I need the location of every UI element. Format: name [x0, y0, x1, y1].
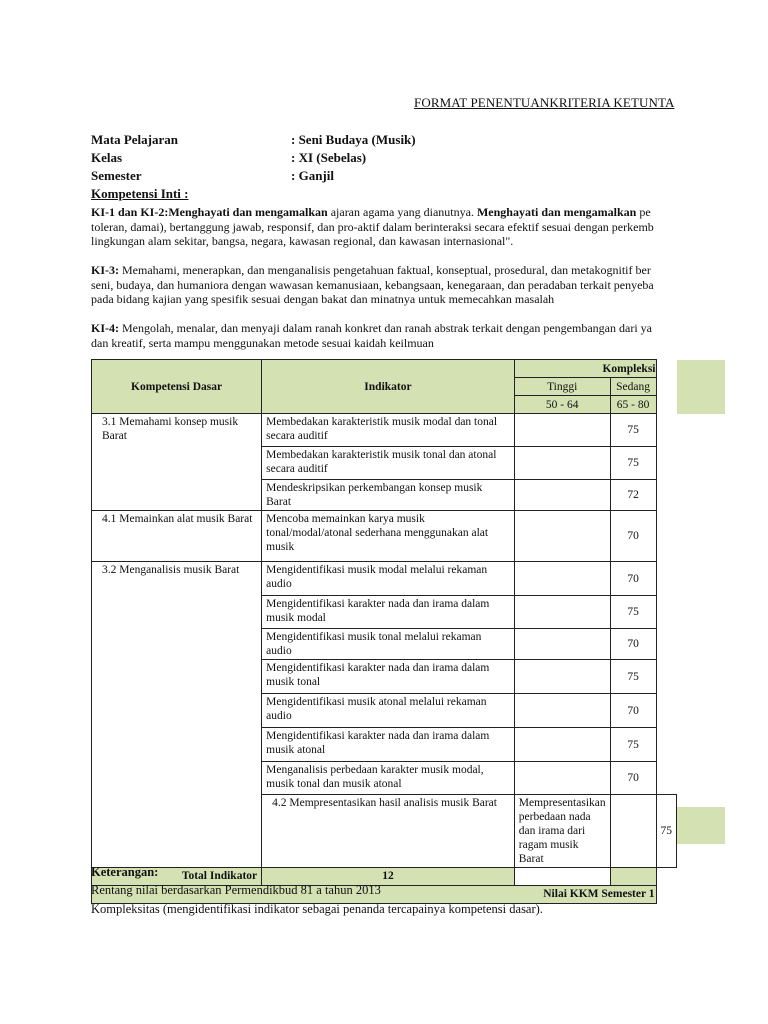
tinggi-cell — [514, 414, 610, 447]
notes-line-2: Kompleksitas (mengidentifikasi indikator sebagai penanda tercapainya kompetensi dasar). — [91, 902, 543, 916]
ki-text: pe — [636, 205, 651, 219]
tinggi-cell — [514, 596, 610, 629]
total-empty-cell — [610, 868, 656, 886]
ki-line — [91, 263, 677, 278]
table-row — [92, 562, 677, 596]
tinggi-cell — [514, 762, 610, 795]
meta-label: Mata Pelajaran — [91, 132, 179, 147]
table-row — [92, 414, 677, 447]
indikator-cell: Mencoba memainkan karya musik tonal/modal/atonal sederhana menggunakan alat musik — [262, 511, 515, 562]
value-cell: 70 — [610, 562, 656, 596]
ki-heading: Kompetensi Inti : — [91, 186, 189, 201]
total-indikator-value: 12 — [262, 868, 515, 886]
ki-lead: KI-3: — [91, 263, 119, 277]
value-cell: 70 — [610, 511, 656, 562]
value-cell: 72 — [610, 480, 656, 511]
value-cell: 75 — [610, 728, 656, 762]
header-tinggi: Tinggi — [514, 378, 610, 396]
ki-line: dan kreatif, serta mampu menggunakan metode sesuai kaidah keilmuan — [91, 335, 434, 350]
kkm-label: Nilai KKM Semester 1 — [92, 886, 657, 904]
indikator-cell: Mengidentifikasi karakter nada dan irama dalam musik modal — [262, 596, 515, 629]
ki-text: Memahami, menerapkan, dan menganalisis pengetahuan faktual, konseptual, prosedural, dan metakognitif ber — [119, 263, 651, 277]
total-indikator-label: Total Indikator — [92, 868, 262, 886]
document-title: FORMAT PENENTUANKRITERIA KETUNTA — [414, 95, 675, 110]
ki-text: ajaran agama yang dianutnya. — [327, 205, 477, 219]
kd-cell: 4.1 Memainkan alat musik Barat — [92, 511, 262, 562]
document-page — [91, 0, 677, 1024]
header-extension — [677, 360, 725, 414]
kd-cell: 3.2 Menganalisis musik Barat — [92, 562, 262, 868]
value-cell: 75 — [610, 447, 656, 480]
indikator-cell: Menganalisis perbedaan karakter musik modal, musik tonal dan musik atonal — [262, 762, 515, 795]
total-empty-cell — [514, 868, 610, 886]
header-kompleksitas: Kompleksi — [514, 360, 656, 378]
total-extension — [677, 807, 725, 844]
tinggi-cell — [514, 660, 610, 694]
tinggi-cell — [514, 480, 610, 511]
indikator-cell: Mendeskripsikan perkembangan konsep musik Barat — [262, 480, 515, 511]
ki-line — [91, 321, 677, 336]
tinggi-cell — [514, 511, 610, 562]
header-indikator: Indikator — [262, 360, 515, 414]
ki-line: pada bidang kajian yang spesifik sesuai dengan bakat dan minatnya untuk memecahkan masalah — [91, 292, 555, 306]
meta-value: : Seni Budaya (Musik) — [291, 132, 416, 147]
tinggi-cell — [514, 629, 610, 660]
ki-3 — [91, 263, 677, 307]
kkm-table — [91, 359, 677, 904]
header-sedang: Sedang — [610, 378, 656, 396]
tinggi-cell — [514, 728, 610, 762]
meta-label: Kelas — [91, 150, 123, 165]
ki-line: lingkungan alam sekitar, bangsa, negara, kawasan regional, dan kawasan internasional". — [91, 234, 514, 248]
value-cell: 75 — [610, 596, 656, 629]
ki-lead: KI-4: — [91, 321, 119, 335]
indikator-cell: Mengidentifikasi musik tonal melalui rekaman audio — [262, 629, 515, 660]
ki-line: toleran, damai), bertanggung jawab, responsif, dan pro-aktif dalam berinteraksi secara efektif sesuai dengan perkemb — [91, 219, 654, 234]
header-range-2: 65 - 80 — [610, 396, 656, 414]
ki-text: Mengolah, menalar, dan menyaji dalam ranah konkret dan ranah abstrak terkait dengan pengembangan dari ya — [119, 321, 652, 335]
kd-cell: 4.2 Mempresentasikan hasil analisis musik Barat — [262, 795, 515, 868]
ki-4 — [91, 321, 677, 350]
ki-lead: KI-1 dan KI-2: — [91, 205, 169, 219]
tinggi-cell — [610, 795, 656, 868]
value-cell: 75 — [656, 795, 677, 868]
indikator-cell: Membedakan karakteristik musik tonal dan atonal secara auditif — [262, 447, 515, 480]
indikator-cell: Mengidentifikasi karakter nada dan irama dalam musik atonal — [262, 728, 515, 762]
header-kompetensi-dasar: Kompetensi Dasar — [92, 360, 262, 414]
value-cell: 75 — [610, 660, 656, 694]
indikator-cell: Mengidentifikasi karakter nada dan irama dalam musik tonal — [262, 660, 515, 694]
kd-cell: 3.1 Memahami konsep musik Barat — [92, 414, 262, 511]
notes-line-1: Rentang nilai berdasarkan Permendikbud 81 a tahun 2013 — [91, 883, 381, 897]
meta-label: Semester — [91, 168, 142, 183]
value-cell: 70 — [610, 629, 656, 660]
table-row — [92, 511, 677, 562]
notes-heading: Keterangan: — [91, 865, 159, 879]
indikator-cell: Mempresentasikan perbedaan nada dan irama dari ragam musik Barat — [514, 795, 610, 868]
meta-value: : Ganjil — [291, 168, 334, 183]
ki-bold: Menghayati dan mengamalkan — [168, 205, 328, 219]
tinggi-cell — [514, 694, 610, 728]
tinggi-cell — [514, 562, 610, 596]
ki-1-2 — [91, 205, 677, 249]
ki-line — [91, 205, 677, 220]
indikator-cell: Membedakan karakteristik musik modal dan tonal secara auditif — [262, 414, 515, 447]
ki-bold: Menghayati dan mengamalkan — [476, 205, 637, 219]
ki-line: seni, budaya, dan humaniora dengan wawasan kemanusiaan, kebangsaan, kenegaraan, dan peradaban terkait penyeba — [91, 277, 654, 292]
value-cell: 75 — [610, 414, 656, 447]
meta-value: : XI (Sebelas) — [291, 150, 367, 165]
tinggi-cell — [514, 447, 610, 480]
value-cell: 70 — [610, 694, 656, 728]
indikator-cell: Mengidentifikasi musik modal melalui rekaman audio — [262, 562, 515, 596]
value-cell: 70 — [610, 762, 656, 795]
header-range-1: 50 - 64 — [514, 396, 610, 414]
indikator-cell: Mengidentifikasi musik atonal melalui rekaman audio — [262, 694, 515, 728]
